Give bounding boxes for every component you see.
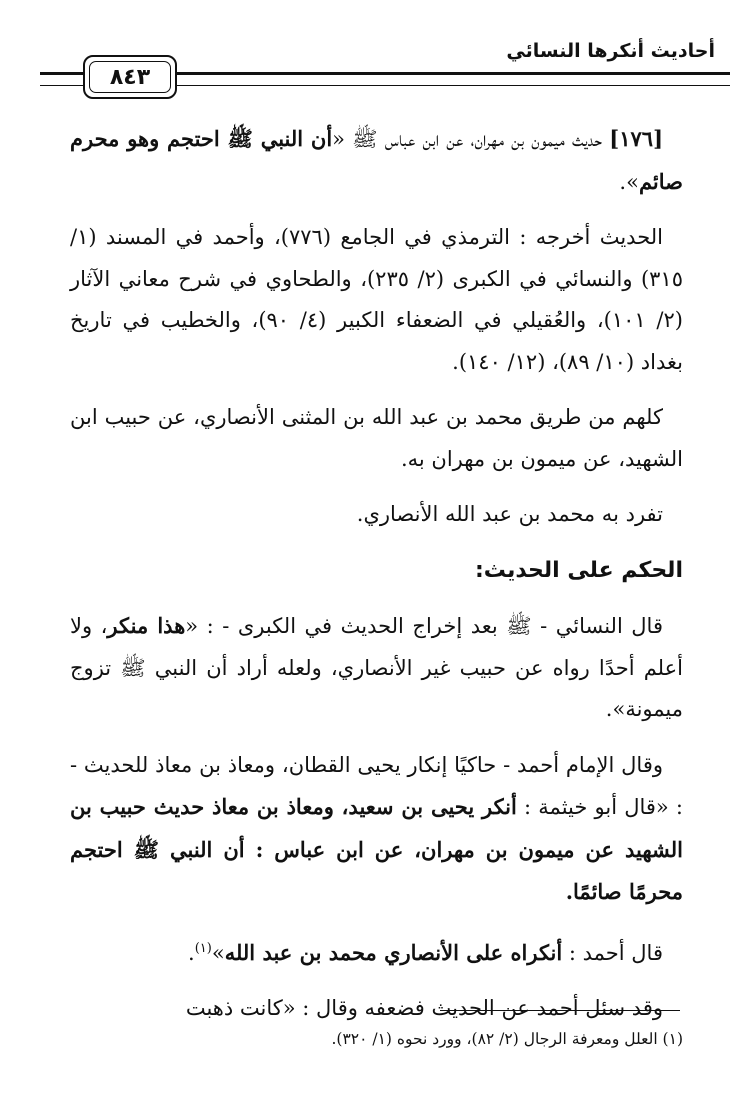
ahmad2-close: » (211, 940, 225, 965)
paragraph-hadith (70, 118, 683, 203)
footnote-rule (440, 1010, 680, 1011)
paragraph-nasai (70, 605, 683, 731)
page-number-frame (83, 55, 177, 99)
ahmad-intro: وقال الإمام أحمد - حاكيًا إنكار يحيى القطان، ومعاذ بن معاذ للحديث - : «قال أبو خيثمة : (70, 752, 684, 819)
ahmad2-intro: قال أحمد : (562, 940, 663, 965)
ahmad2-end: . (188, 940, 195, 965)
nasai-verdict: هذا منكر (107, 613, 186, 638)
paragraph-ahmad (70, 745, 683, 914)
paragraph-last: وقد سئل أحمد عن الحديث فضعفه وقال : «كانت ذهبت (185, 996, 663, 1020)
hadith-number: [١٧٦] (609, 126, 663, 151)
nasai-intro: قال النسائي - ﷺ بعد إخراج الحديث في الكبرى - : « (185, 614, 663, 638)
footnote-marker: (١) (194, 940, 212, 956)
ahmad2-quote: أنكراه على الأنصاري محمد بن عبد الله (224, 939, 563, 965)
page-number: ٨٤٣ (109, 64, 151, 90)
paragraph-takhrij: الحديث أخرجه : الترمذي في الجامع (٧٧٦)، وأحمد في المسند (١/ ٣١٥) والنسائي في الكبرى (٢/ ٢٣٥)، والطحاوي في شرح معاني الآثار (٢/ ١٠١)، والعُقيلي في الضعفاء الكبير (٤/ ٩٠)، والخطيب في تاريخ بغداد (١٠/ ٨٩)، (١٢/ ١٤٠). (70, 225, 683, 374)
section-heading: الحكم على الحديث: (474, 557, 683, 583)
running-title: أحاديث أنكرها النسائي (506, 40, 715, 62)
paragraph-isnad: كلهم من طريق محمد بن عبد الله بن المثنى الأنصاري، عن حبيب ابن الشهيد، عن ميمون بن مهران به. (70, 405, 683, 471)
hadith-end: ». (619, 169, 639, 194)
body-text (70, 118, 683, 1044)
nasai-rest: ، ولا أعلم أحدًا رواه عن حبيب غير الأنصاري، ولعله أراد أن النبي ﷺ تزوج ميمونة». (70, 614, 683, 721)
ahmad-quote: أنكر يحيى بن سعيد، ومعاذ بن معاذ حديث حبيب بن الشهيد عن ميمون بن مهران، عن ابن عباس : أن النبي ﷺ احتجم محرمًا صائمًا. (70, 794, 683, 904)
hadith-intro: حديث ميمون بن مهران، عن ابن عباس ﷺ « (332, 127, 610, 151)
footnote: (١) العلل ومعرفة الرجال (٢/ ٨٢)، وورد نحوه (١/ ٣٢٠). (331, 1030, 683, 1048)
paragraph-tafarrud: تفرد به محمد بن عبد الله الأنصاري. (356, 502, 663, 526)
hadith-text: أن النبي ﷺ احتجم وهو محرم صائم (70, 126, 683, 194)
paragraph-ahmad-2 (70, 928, 683, 975)
